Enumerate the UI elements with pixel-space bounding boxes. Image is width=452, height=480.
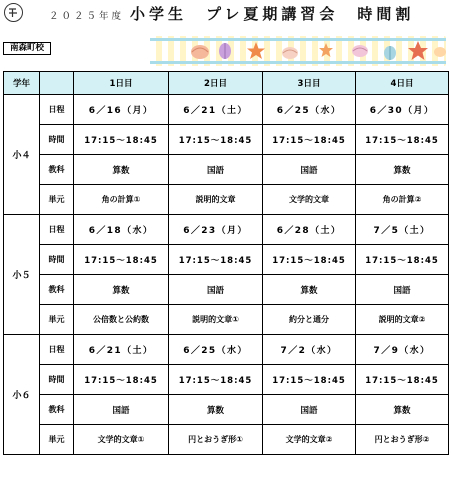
table-row	[4, 245, 449, 275]
time-cell: 17:15～18:45	[263, 365, 356, 395]
subject-cell: 算数	[74, 275, 169, 305]
header-row	[4, 72, 449, 95]
day-header: 2日目	[169, 72, 263, 95]
page-title: 小学生 プレ夏期講習会 時間割	[130, 5, 415, 23]
subject-cell: 国語	[169, 275, 263, 305]
unit-cell: 文学的文章②	[263, 425, 356, 455]
time-cell: 17:15～18:45	[169, 245, 263, 275]
row-label: 教科	[40, 275, 74, 305]
row-label: 教科	[40, 395, 74, 425]
unit-cell: 説明的文章②	[356, 305, 449, 335]
shell-icon	[282, 47, 298, 59]
row-label: 時間	[40, 125, 74, 155]
row-label: 教科	[40, 155, 74, 185]
row-label: 単元	[40, 185, 74, 215]
table-row	[4, 185, 449, 215]
day-header: 3日目	[263, 72, 356, 95]
shell-icon	[384, 46, 396, 60]
table-row	[4, 275, 449, 305]
time-cell: 17:15～18:45	[169, 365, 263, 395]
day-header: 1日目	[74, 72, 169, 95]
table-row	[4, 305, 449, 335]
date-cell: 6／18（水）	[74, 215, 169, 245]
school-name: 南森町校	[3, 42, 51, 55]
table-row	[4, 155, 449, 185]
table-row	[4, 425, 449, 455]
unit-cell: 文学的文章	[263, 185, 356, 215]
day-header: 4日目	[356, 72, 449, 95]
date-cell: 6／21（土）	[169, 95, 263, 125]
unit-cell: 公倍数と公約数	[74, 305, 169, 335]
date-cell: 6／28（土）	[263, 215, 356, 245]
time-cell: 17:15～18:45	[263, 245, 356, 275]
table-row	[4, 365, 449, 395]
date-cell: 7／9（水）	[356, 335, 449, 365]
row-label: 時間	[40, 245, 74, 275]
time-cell: 17:15～18:45	[263, 125, 356, 155]
label-column-header	[40, 72, 74, 95]
date-cell: 7／2（水）	[263, 335, 356, 365]
unit-cell: 円とおうぎ形①	[169, 425, 263, 455]
subject-cell: 国語	[169, 155, 263, 185]
subject-cell: 国語	[263, 155, 356, 185]
unit-cell: 円とおうぎ形②	[356, 425, 449, 455]
subject-cell: 算数	[74, 155, 169, 185]
row-label: 単元	[40, 305, 74, 335]
subject-cell: 算数	[263, 275, 356, 305]
unit-cell: 角の計算①	[74, 185, 169, 215]
time-cell: 17:15～18:45	[169, 125, 263, 155]
grade-cell: 小４	[4, 95, 40, 215]
date-cell: 6／25（水）	[263, 95, 356, 125]
starfish-icon	[319, 43, 333, 57]
subject-cell: 算数	[169, 395, 263, 425]
subject-cell: 国語	[356, 275, 449, 305]
shell-icon	[434, 47, 446, 57]
date-cell: 6／23（月）	[169, 215, 263, 245]
seashell-banner	[150, 36, 446, 66]
time-cell: 17:15～18:45	[74, 125, 169, 155]
date-cell: 6／21（土）	[74, 335, 169, 365]
subject-cell: 算数	[356, 155, 449, 185]
subject-cell: 国語	[74, 395, 169, 425]
table-row	[4, 125, 449, 155]
starfish-icon	[408, 41, 428, 60]
shell-icon	[219, 43, 231, 59]
time-cell: 17:15～18:45	[74, 245, 169, 275]
date-cell: 6／25（水）	[169, 335, 263, 365]
row-label: 日程	[40, 215, 74, 245]
date-cell: 7／5（土）	[356, 215, 449, 245]
time-cell: 17:15～18:45	[356, 245, 449, 275]
date-cell: 6／16（月）	[74, 95, 169, 125]
table-row	[4, 395, 449, 425]
row-label: 時間	[40, 365, 74, 395]
shell-icon	[352, 45, 368, 57]
row-label: 日程	[40, 335, 74, 365]
time-cell: 17:15～18:45	[356, 125, 449, 155]
subject-cell: 国語	[263, 395, 356, 425]
grade-column-header: 学年	[4, 72, 40, 95]
shell-icon	[191, 45, 209, 59]
starfish-icon	[247, 42, 265, 59]
unit-cell: 説明的文章①	[169, 305, 263, 335]
row-label: 日程	[40, 95, 74, 125]
table-row	[4, 215, 449, 245]
table-row	[4, 95, 449, 125]
unit-cell: 文学的文章①	[74, 425, 169, 455]
logo-mark	[4, 3, 23, 22]
date-cell: 6／30（月）	[356, 95, 449, 125]
year-label: ２０２５年度	[49, 11, 125, 22]
grade-cell: 小６	[4, 335, 40, 455]
subject-cell: 算数	[356, 395, 449, 425]
row-label: 単元	[40, 425, 74, 455]
time-cell: 17:15～18:45	[356, 365, 449, 395]
table-row	[4, 335, 449, 365]
unit-cell: 角の計算②	[356, 185, 449, 215]
time-cell: 17:15～18:45	[74, 365, 169, 395]
unit-cell: 約分と通分	[263, 305, 356, 335]
unit-cell: 説明的文章	[169, 185, 263, 215]
grade-cell: 小５	[4, 215, 40, 335]
timetable	[3, 71, 449, 455]
